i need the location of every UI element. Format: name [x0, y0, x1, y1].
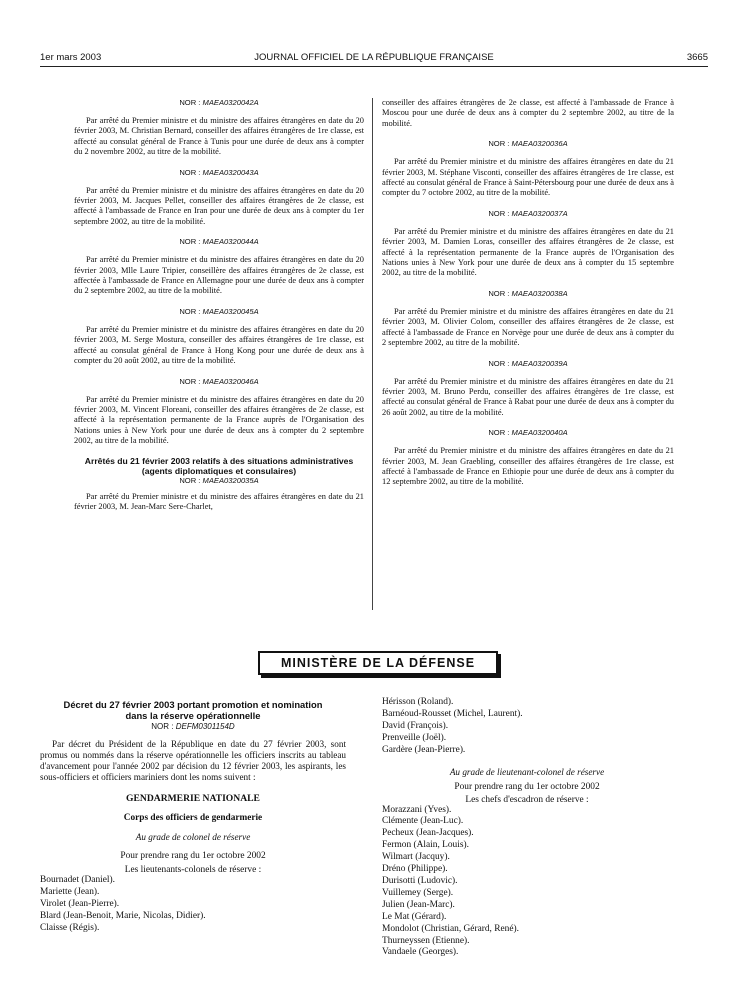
arrete-paragraph: Par arrêté du Premier ministre et du ministre des affaires étrangères en date du 21 février 2003, M. Jean-Marc Sere-Charlet,: [74, 491, 364, 511]
arrete-paragraph: Par arrêté du Premier ministre et du ministre des affaires étrangères en date du 20 février 2003, M. Christian Bernard, conseiller des affaires étrangères de 1re classe, est affecté au consulat général de France à Tunis pour une durée de deux ans à compter du 2 novembre 2002, au titre de la mobilité.: [74, 116, 364, 157]
nor-code: MAEA0320036A: [511, 139, 568, 149]
person-name: Barnéoud-Rousset (Michel, Laurent).: [382, 708, 523, 719]
person-name: Le Mat (Gérard).: [382, 911, 447, 922]
nor-code: MAEA0320038A: [511, 288, 568, 298]
nor-code: MAEA0320037A: [511, 208, 568, 218]
person-name: Bournadet (Daniel).: [40, 875, 115, 885]
rang-ltcol: Pour prendre rang du 1er octobre 2002: [454, 781, 600, 792]
chefs-label: Les chefs d'escadron de réserve :: [465, 794, 589, 805]
grade-ltcol-heading: Au grade de lieutenant-colonel de réserve: [449, 766, 605, 777]
ltcol-names-list: [382, 805, 672, 960]
colonel-names-list: [40, 875, 346, 935]
person-name: Dréno (Philippe).: [382, 864, 448, 875]
header-journal-title: JOURNAL OFFICIEL DE LA RÉPUBLIQUE FRANÇAISE: [254, 52, 494, 63]
header-date: 1er mars 2003: [40, 52, 102, 63]
person-name: Hérisson (Roland).: [382, 697, 454, 707]
decret-right-column: [382, 697, 672, 959]
column-divider: [372, 98, 373, 610]
arrete-continuation: conseiller des affaires étrangères de 2e classe, est affecté à l'ambassade de France à Moscou pour une durée de deux ans à compter du 2 septembre 2002, au titre de la mobilité.: [382, 98, 674, 128]
decret-paragraph: Par décret du Président de la République en date du 27 février 2003, sont promus ou nommés dans la réserve opérationnelle les officiers inscrits au tableau d'avancement pour l'année 2002 par décision du 12 février 2003, les aspirants, les sous-officiers et officiers mariniers dont les noms suivent :: [40, 739, 346, 782]
upper-right-column: [382, 98, 674, 488]
arretes-nor: NOR : MAEA0320035A: [179, 475, 259, 485]
nor-code: MAEA0320043A: [202, 167, 259, 177]
nor-reference: NOR : MAEA0320044A: [179, 237, 259, 247]
nor-reference: NOR : MAEA0320037A: [488, 208, 568, 218]
colonel-names-list-continued: [382, 697, 672, 757]
lt-colonels-label: Les lieutenants-colonels de réserve :: [124, 865, 262, 875]
rang-colonel: Pour prendre rang du 1er octobre 2002: [120, 851, 266, 861]
nor-reference: NOR : MAEA0320046A: [179, 376, 259, 386]
nor-code: MAEA0320035A: [202, 475, 259, 485]
header-page-number: 3665: [686, 52, 708, 63]
arrete-paragraph: Par arrêté du Premier ministre et du ministre des affaires étrangères en date du 21 février 2003, M. Bruno Perdu, conseiller des affaires étrangères de 1re classe, est affecté au consulat général de France à Rabat pour une durée de deux ans à compter du 26 août 2002, au titre de la mobilité.: [382, 376, 674, 417]
person-name: Morazzani (Yves).: [382, 804, 452, 815]
arrete-paragraph: Par arrêté du Premier ministre et du ministre des affaires étrangères en date du 21 février 2003, M. Olivier Colom, conseiller des affaires étrangères de 2e classe, est affecté à l'ambassade de France en Norvège pour une durée de deux ans à compter du 2 septembre 2002, au titre de la mobilité.: [382, 306, 674, 348]
person-name: Mariette (Jean).: [40, 886, 100, 897]
person-name: Vuillemey (Serge).: [382, 887, 454, 898]
nor-reference: NOR : MAEA0320038A: [488, 288, 568, 298]
arrete-paragraph: Par arrêté du Premier ministre et du ministre des affaires étrangères en date du 20 février 2003, M. Jacques Pellet, conseiller des affaires étrangères de 2e classe, est affecté à l'ambassade de France en Iran pour une durée de deux ans à compter du 1er septembre 2002, au titre de la mobilité.: [74, 185, 364, 226]
nor-code: MAEA0320044A: [202, 237, 259, 247]
gendarmerie-heading: GENDARMERIE NATIONALE: [126, 793, 260, 804]
person-name: Julien (Jean-Marc).: [382, 899, 455, 910]
ministry-banner: MINISTÈRE DE LA DÉFENSE: [258, 651, 498, 675]
person-name: Pecheux (Jean-Jacques).: [382, 828, 474, 839]
decret-title: Décret du 27 février 2003 portant promotion et nomination dans la réserve opérationnelle: [63, 699, 323, 721]
nor-code: MAEA0320046A: [202, 376, 259, 386]
decret-left-column: [40, 699, 346, 935]
nor-code: MAEA0320040A: [511, 428, 568, 438]
arrete-paragraph: Par arrêté du Premier ministre et du ministre des affaires étrangères en date du 20 février 2003, Mlle Laure Tripier, conseillère des affaires étrangères de 2e classe, est affectée à l'ambassade de France en Allemagne pour une durée de deux ans à compter du 2 septembre 2002, au titre de la mobilité.: [74, 255, 364, 296]
nor-reference: NOR : MAEA0320040A: [488, 428, 568, 438]
person-name: Thurneyssen (Etienne).: [382, 935, 470, 946]
nor-reference: NOR : MAEA0320039A: [488, 358, 568, 368]
decret-nor: NOR : DEFM0301154D: [151, 722, 235, 731]
arrete-paragraph: Par arrêté du Premier ministre et du ministre des affaires étrangères en date du 21 février 2003, M. Jean Graebling, conseiller des affaires étrangères de 1re classe, est affecté à l'ambassade de France en Ethiopie pour une durée de deux ans à compter du 12 septembre 2002, au titre de la mobilité.: [382, 446, 674, 487]
corps-heading: Corps des officiers de gendarmerie: [123, 813, 263, 823]
person-name: Prenveille (Joël).: [382, 732, 447, 743]
nor-reference: NOR : MAEA0320045A: [179, 306, 259, 316]
nor-code: MAEA0320039A: [511, 358, 568, 368]
nor-reference: NOR : MAEA0320036A: [488, 139, 568, 149]
arrete-paragraph: Par arrêté du Premier ministre et du ministre des affaires étrangères en date du 20 février 2003, M. Serge Mostura, conseiller des affaires étrangères de 1re classe, est affecté au consulat général de France à Hong Kong pour une durée de deux ans à compter du 20 août 2002, au titre de la mobilité.: [74, 324, 364, 366]
arrete-list-left: [74, 98, 364, 447]
person-name: Blard (Jean-Benoit, Marie, Nicolas, Didier).: [40, 910, 206, 921]
arretes-section-title: Arrêtés du 21 février 2003 relatifs à des situations administratives (agents diplomatiques et consulaires): [84, 455, 354, 476]
person-name: Wilmart (Jacquy).: [382, 852, 450, 863]
arrete-paragraph: Par arrêté du Premier ministre et du ministre des affaires étrangères en date du 21 février 2003, M. Damien Loras, conseiller des affaires étrangères de 2e classe, est affecté à la représentation permanente de la France auprès de l'Organisation des Nations unies à New York pour une durée de deux ans à compter du 15 septembre 2002, au titre de la mobilité.: [382, 226, 674, 278]
nor-code: MAEA0320045A: [202, 306, 259, 316]
nor-reference: NOR : MAEA0320043A: [179, 167, 259, 177]
person-name: Gardère (Jean-Pierre).: [382, 744, 466, 755]
upper-left-column: [74, 98, 364, 512]
person-name: Mondolot (Christian, Gérard, René).: [382, 923, 519, 934]
nor-reference: NOR : MAEA0320042A: [179, 98, 259, 107]
person-name: Fermon (Alain, Louis).: [382, 840, 469, 851]
nor-code: MAEA0320042A: [202, 98, 259, 107]
nor-code: DEFM0301154D: [175, 722, 235, 731]
arrete-paragraph: Par arrêté du Premier ministre et du ministre des affaires étrangères en date du 21 février 2003, M. Stéphane Visconti, conseiller des affaires étrangères de 1re classe, est affecté au consulat général de France à Saint-Pétersbourg pour une durée de deux ans à compter du 7 octobre 2002, au titre de la mobilité.: [382, 157, 674, 198]
arrete-list-right: [382, 129, 674, 488]
person-name: Durisotti (Ludovic).: [382, 875, 458, 886]
header-rule: [40, 66, 708, 67]
person-name: Virolet (Jean-Pierre).: [40, 898, 120, 909]
person-name: Clémente (Jean-Luc).: [382, 816, 464, 827]
arrete-paragraph: Par arrêté du Premier ministre et du ministre des affaires étrangères en date du 20 février 2003, M. Vincent Floreani, conseiller des affaires étrangères de 2e classe, est affecté à la représentation permanente de la France auprès de l'Organisation des Nations unies à New York pour une durée de deux ans à compter du 2 septembre 2002, au titre de la mobilité.: [74, 394, 364, 446]
person-name: Claisse (Régis).: [40, 922, 100, 933]
grade-colonel-heading: Au grade de colonel de réserve: [135, 832, 251, 842]
person-name: David (François).: [382, 720, 449, 731]
person-name: Vandaele (Georges).: [382, 947, 459, 958]
